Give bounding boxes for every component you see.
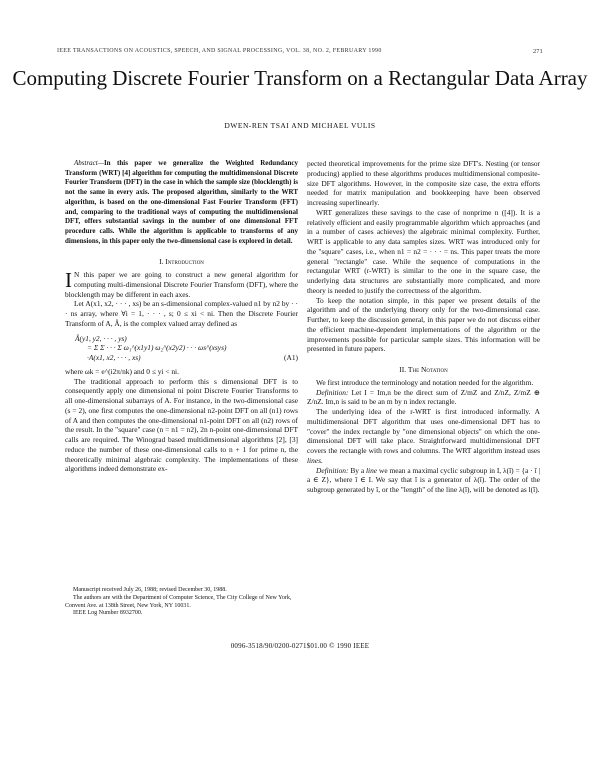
notation-paragraph-1: We first introduce the terminology and notation needed for the algorithm. <box>316 377 534 387</box>
running-head: IEEE TRANSACTIONS ON ACOUSTICS, SPEECH, AND SIGNAL PROCESSING, VOL. 38, NO. 2, FEBRUARY 1990 <box>57 48 382 54</box>
definition-index-rectangle <box>307 388 540 408</box>
equation-sum: = Σ Σ · · · Σ ω₁^(x1y1) ω₂^(x2y2) · · · ωs^(xsys) <box>87 343 227 353</box>
equation-label: (A1) <box>284 353 298 363</box>
intro-paragraph-2: Let A(x1, x2, · · · , xs) be an s-dimensional complex-valued n1 by n2 by · · · ns array, where ∀i = 1, · · · , s; 0 ≤ xi < ni. Then the Discrete Fourier Transform of A, Â, is the complex valued array defined as <box>65 299 298 328</box>
right-paragraph-3: To keep the notation simple, in this paper we present details of the algorithm and of the underlying theory only for the two-dimensional case. Further, to keep the discussion general, in this paper we do not discuss either the efficient machine-dependent implementations of the algorithm or the improvements possible for particular sample sizes. This information will be presented in future papers. <box>307 295 540 354</box>
footnote-log-number: IEEE Log Number 8932700. <box>73 610 143 617</box>
page-number: 271 <box>533 48 543 55</box>
emphasis-line: line <box>366 465 378 475</box>
intro-paragraph-3: where ωk = e^(i2π/nk) and 0 ≤ yi < ni. <box>65 366 179 376</box>
equation-a1 <box>65 334 298 363</box>
definition-label: Definition: <box>316 465 349 475</box>
copyright-line: 0096-3518/90/0200-0271$01.00 © 1990 IEEE <box>230 642 370 650</box>
abstract-text: In this paper we generalize the Weighted Redundancy Transform (WRT) [4] algorithm for computing the multidimensional Discrete Fourier Transform (DFT) in the case in which the sample size (blocklength) is not the same in every axis. The proposed algorithm, similarly to the WRT algorithm, is based on the one-dimensional Fast Fourier Transform (FFT) and, comparing to the traditional ways of computing the multidimensional DFT, offers substantial savings in the number of one dimensional FFT procedure calls. While the algorithm is applicable to transforms of any dimensions, in this paper only the two-dimensional case is explored in detail. <box>65 159 298 245</box>
right-paragraph-1: pected theoretical improvements for the prime size DFT's. Nesting (or tensor producing) applied to these algorithms produces multidimensional composite-size DFT algorithms. However, in the composite size case, the extra efforts needed for matrix manipulation and bookkeeping have been observed increasing superlinearly. <box>307 159 540 207</box>
right-paragraph-2: WRT generalizes these savings to the case of nonprime n ([4]). It is a relatively efficient and easily programmable algorithm which approaches (and in a number of cases achieves) the algebraic minimal complexity. Further, WRT is applicable to any data samples sizes. WRT was introduced only for the "square" cases, i.e., when n1 = n2 = · · · = ns. This paper treats the more general "rectangle" case. While the sequence of computations in the rectangular WRT (r-WRT) is similar to the one in the square case, the underlying data structures are substantially more complicated, and more theory is needed to justify the correctness of the algorithm. <box>307 207 540 295</box>
footnote <box>65 587 298 618</box>
section-heading-notation: II. The Notation <box>399 365 448 374</box>
intro-paragraph-4: The traditional approach to perform this s dimensional DFT is to consequently apply one dimensional ni point Discrete Fourier Transforms to all one-dimensional subarrays of A. For instance, in the two-dimensional case (s = 2), one first computes the one-dimensional n2-point DFT on all (n1) rows of A and then computes the one-dimensional n1-point DFT on all (n2) rows of the result. In the "square" case (n = n1 = n2), 2n n-point one-dimensional DFT calls are required. The Winograd based multidimensional algorithms [2], [3] reduce the number of these one-dimensional calls to n + 1 for prime n, the theoretically minimal algebraic complexity. The implementations of these algorithms indeed demonstrate ex- <box>65 376 298 474</box>
footnote-affiliation: The authors are with the Department of Computer Science, The City College of New York, Convent Ave. at 138th Street, New York, NY 10031. <box>65 594 292 609</box>
right-column <box>307 159 540 495</box>
authors: DWEN-REN TSAI AND MICHAEL VULIS <box>224 121 376 130</box>
drop-cap: I <box>65 268 72 293</box>
notation-paragraph-2 <box>307 407 540 466</box>
intro-paragraph-1 <box>65 270 298 299</box>
abstract <box>65 159 298 246</box>
abstract-label: Abstract— <box>74 159 104 167</box>
definition-label: Definition: <box>316 387 349 397</box>
intro-paragraph-1-text: N this paper we are going to construct a new general algorithm for computing multi-dimensional Discrete Fourier Transform (DFT), where the blocklength may be different in each axes. <box>65 270 298 299</box>
notation-paragraph-2-text: The underlying idea of the r-WRT is first introduced informally. A multidimensional DFT algorithm that uses one-dimensional DFT has to "cover" the index rectangle by "one dimensional objects" on which the one-dimensional DFT will take place. Straightforward multidimensional DFT covers the rectangle with rows and columns. The WRT algorithm instead uses <box>307 407 540 455</box>
equation-tail: ·A(x1, x2, · · · , xs) <box>87 353 141 363</box>
definition-text: Let I = Im,n be the direct sum of Z/mZ and Z/nZ, Z/mZ ⊕ Z/nZ. Im,n is said to be an m by n index rectangle. <box>307 387 540 407</box>
definition-text: we mean a maximal cyclic subgroup in I, λ(ī) = {a · ī | a ∈ Z}, where ī ∈ I. We say that ī is a generator of λ(ī). The order of the subgroup generated by ī, or the "length" of the line λ(ī), will be denoted as l(ī). <box>307 465 540 494</box>
equation-lhs: Â(y1, y2, · · · , ys) <box>75 333 127 343</box>
definition-line <box>307 466 540 495</box>
definition-text: By a <box>348 465 366 475</box>
section-heading-introduction: I. Introduction <box>159 257 204 267</box>
footnote-received: Manuscript received July 26, 1988; revised December 30, 1988. <box>73 587 227 593</box>
paper-title: Computing Discrete Fourier Transform on a Rectangular Data Array <box>12 66 588 90</box>
left-column <box>65 159 298 474</box>
emphasis-lines: lines. <box>307 455 323 465</box>
